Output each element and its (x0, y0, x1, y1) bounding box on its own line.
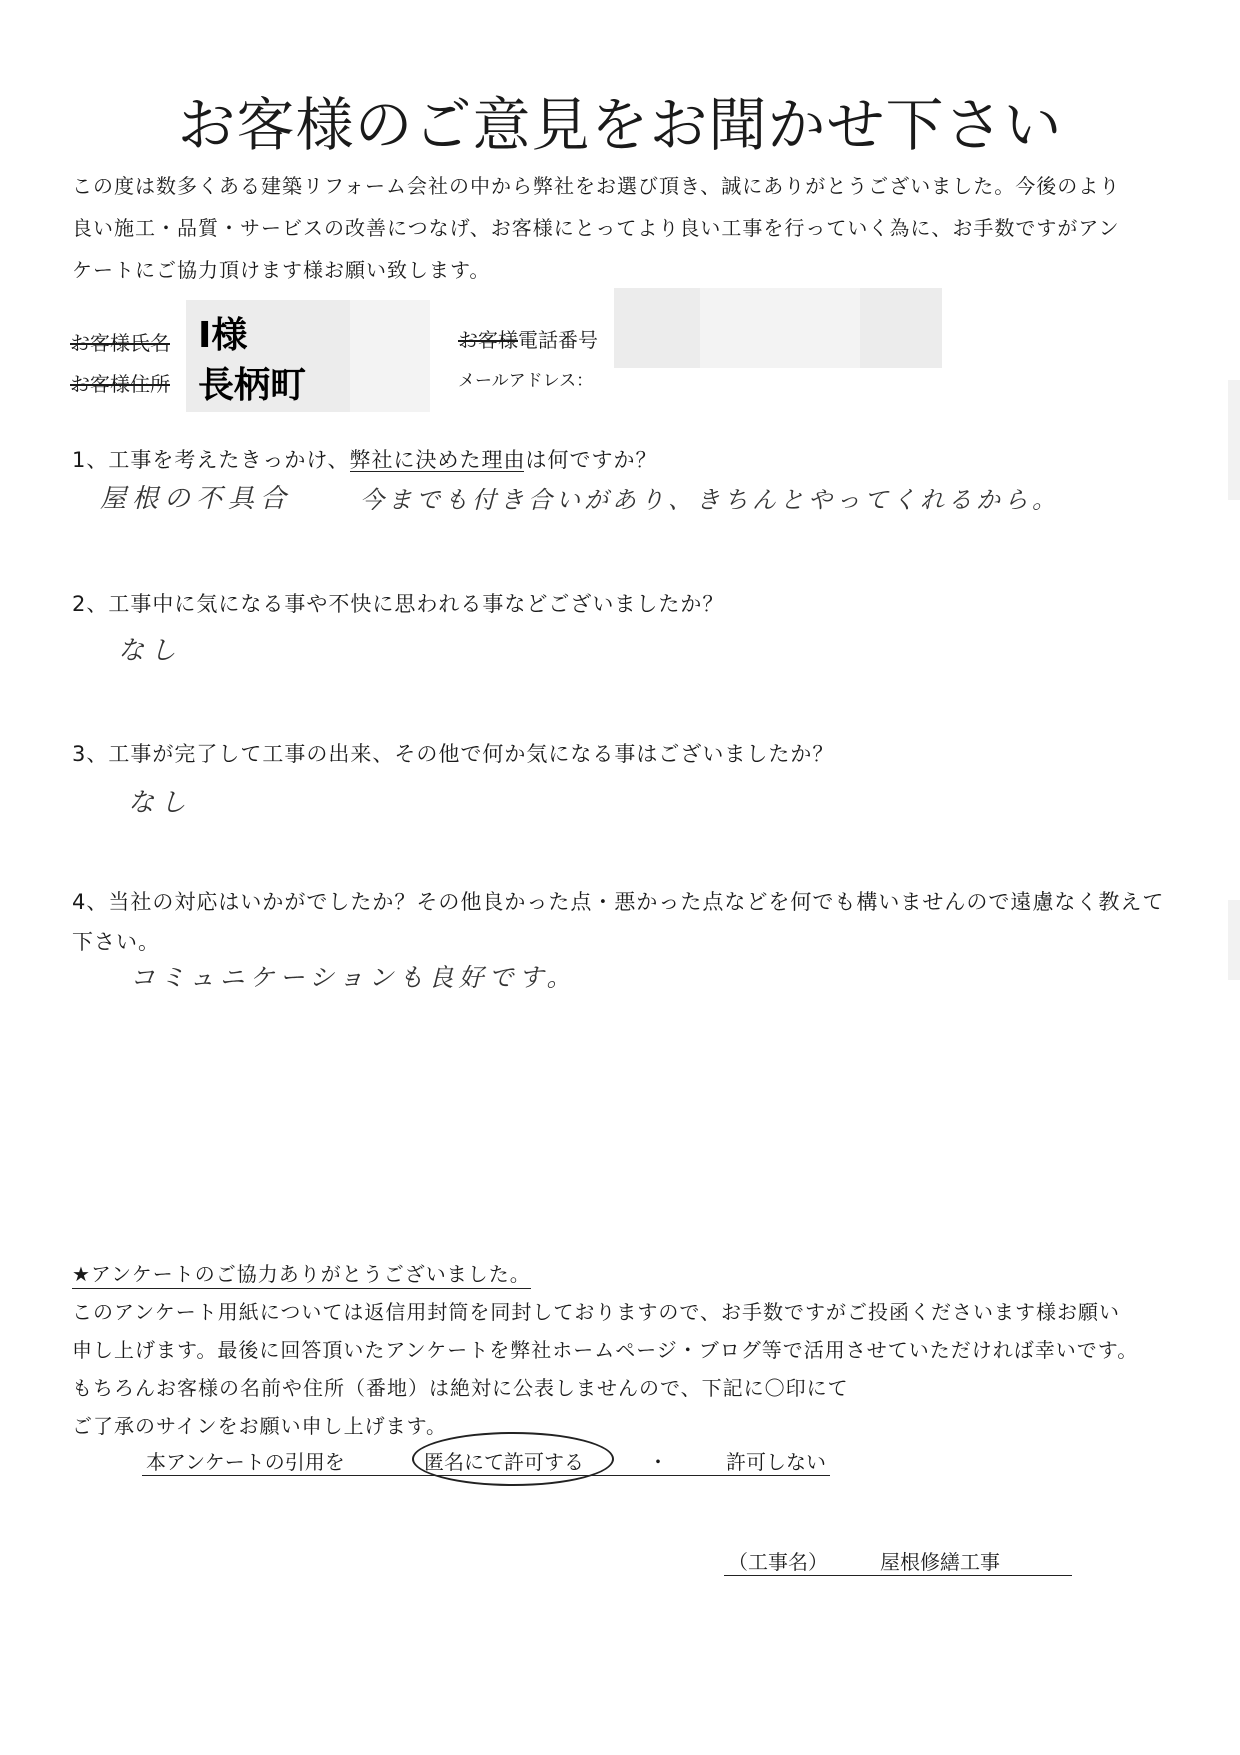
question-4 (72, 886, 1164, 916)
intro-line-2: 良い施工・品質・サービスの改善につなげ、お客様にとってより良い工事を行っていく為に、お手数ですがアン (72, 216, 1120, 240)
question-2 (72, 588, 724, 618)
project-label: （工事名） (728, 1550, 828, 1574)
answer-1a: 屋根の不具合 (100, 484, 293, 514)
question-text: 工事が完了して工事の出来、その他で何か気になる事はございましたか？ (108, 742, 835, 766)
redaction-block (350, 300, 430, 412)
customer-address-label: お客様住所 (70, 372, 170, 396)
footer-line-2: 申し上げます。最後に回答頂いたアンケートを弊社ホームページ・ブログ等で活用させていただければ幸いです。 (72, 1338, 1139, 1362)
customer-name-value: I様 (198, 315, 248, 356)
project-value: 屋根修繕工事 (880, 1550, 1000, 1574)
footer-line-1: このアンケート用紙については返信用封筒を同封しておりますので、お手数ですがご投函くださいます様お願い (72, 1300, 1120, 1324)
consent-option-no[interactable]: 許可しない (726, 1450, 826, 1474)
answer-2: なし (118, 636, 183, 666)
customer-name-label: お客様氏名 (70, 331, 170, 355)
answer-4: コミュニケーションも良好です。 (130, 963, 577, 992)
question-text: 工事中に気になる事や不快に思われる事などございましたか？ (108, 592, 725, 616)
question-4-continued: 下さい。 (72, 930, 160, 954)
customer-address-value: 長柄町 (198, 365, 307, 406)
page-title: お客様のご意見をお聞かせ下さい (177, 91, 1063, 159)
question-number: 4、 (72, 890, 109, 914)
scan-edge-mark (1228, 380, 1240, 500)
redaction-block (700, 288, 860, 368)
question-text: 当社の対応はいかがでしたか？その他良かった点・悪かった点などを何でも構いませんので遠慮なく教えて (108, 890, 1165, 914)
footer-heading: ★アンケートのご協力ありがとうございました。 (72, 1258, 531, 1287)
consent-separator: ・ (648, 1450, 668, 1474)
customer-phone-label: お客様電話番号 (458, 328, 598, 352)
question-number: 2、 (72, 592, 109, 616)
footer-line-3: もちろんお客様の名前や住所（番地）は絶対に公表しませんので、下記に〇印にて (72, 1376, 849, 1400)
consent-option-yes[interactable]: 匿名にて許可する (424, 1450, 584, 1474)
question-number: 1、 (72, 448, 109, 472)
question-text: 工事を考えたきっかけ、弊社に決めた理由は何ですか？ (108, 448, 658, 472)
scan-edge-mark (1228, 900, 1240, 980)
intro-line-1: この度は数多くある建築リフォーム会社の中から弊社をお選び頂き、誠にありがとうございました。今後のより (72, 174, 1121, 198)
question-number: 3、 (72, 742, 109, 766)
consent-prefix: 本アンケートの引用を (146, 1450, 345, 1474)
answer-1b: 今までも付き合いがあり、きちんとやってくれるから。 (360, 486, 1060, 514)
intro-line-3: ケートにご協力頂けます様お願い致します。 (72, 258, 491, 282)
answer-3: なし (128, 788, 193, 818)
footer-line-4: ご了承のサインをお願い申し上げます。 (72, 1414, 447, 1438)
question-3 (72, 738, 834, 768)
emphasis-underline (350, 470, 524, 472)
customer-email-label: メールアドレス： (458, 371, 594, 391)
